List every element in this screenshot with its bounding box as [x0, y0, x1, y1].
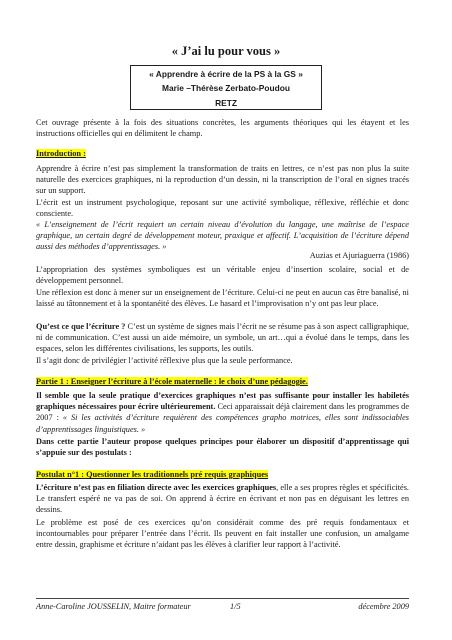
- book-publisher: RETZ: [215, 97, 237, 108]
- book-author: Marie –Thérèse Zerbato-Poudou: [162, 83, 290, 94]
- introduction-paragraph-4: Une réflexion est donc à mener sur un enseignement de l’écriture. Celui-ci ne peut en aucun cas être banalisé, ni laissé au tâtonnement et à la spontanéité des élèves. Le hasard et l’improvisation n’y ont pas leur place.: [36, 288, 409, 309]
- page-title: « J’ai lu pour vous »: [171, 44, 281, 58]
- page-footer: [36, 598, 409, 615]
- partie1-heading-text: Partie 1 : Enseigner l’écriture à l’école maternelle : le choix d’une pédagogie.: [36, 377, 308, 386]
- writing-definition-text: C’est un système de signes mais l’écrit ne se résume pas à son aspect calligraphique, ni de communication. C’est aussi un aide mémoire, un symbole, un art…qui a évolué dans le temps, dans les espaces, selon les différentes civilisations, les supports, les outils.: [36, 322, 409, 354]
- postulat1-paragraph-1-text: , elle a ses propres règles et spécificités. Le transfert espéré ne va pas de soi. On apprend à écrire en écrivant et non pas en déguisant les lettres en dessins.: [36, 483, 409, 515]
- postulat1-heading: [36, 469, 409, 480]
- postulat1-paragraph-2: Le problème est posé de ces exercices qu’on considérait comme des pré requis fondamentaux et incontournables pour préparer l’entrée dans l’écrit. Ils peuvent en fait installer une confusion, un amalgame entre dessin, graphisme et écriture n’aidant pas les élèves à clarifier leur rapport à l’activité.: [36, 518, 409, 550]
- postulat1-paragraph-1: [36, 482, 409, 516]
- partie1-paragraph-1-quote: « Si les activités d’écriture requièrent des compétences grapho motrices, elles sont indissociables d’apprentissages linguistiques. »: [36, 413, 409, 434]
- introduction-paragraph-5: Il s’agit donc de privilégier l’activité réflexive plus que la seule performance.: [36, 356, 293, 365]
- postulat1-heading-text: Postulat n°1 : Questionner les traditionnels pré requis graphiques: [36, 470, 269, 479]
- book-title: « Apprendre à écrire de la PS à la GS »: [149, 69, 303, 79]
- footer-date: décembre 2009: [358, 602, 409, 611]
- quote-source: Auzias et Ajuriaguerra (1986): [309, 251, 409, 260]
- postulat1-paragraph-1-bold: L’écriture n’est pas en filiation directe avec les exercices graphiques: [36, 483, 277, 492]
- partie1-paragraph-1-bold: Il semble que la seule pratique d’exercices graphiques n’est pas suffisante pour installer les habiletés graphiques nécessaires pour écrire ultérieurement.: [36, 391, 409, 412]
- partie1-paragraph-1: [36, 390, 409, 435]
- writing-definition-question: Qu’est ce que l’écriture ?: [36, 322, 126, 331]
- footer-page-number: 1/5: [230, 602, 241, 611]
- introduction-paragraph-1: Apprendre à écrire n’est pas simplement la transformation de traits en lettres, ce n’est pas non plus la suite naturelle des exercices graphiques, ni la reproduction d’un dessin, ni la transcription de l’oral en signes tracés sur un support.: [36, 164, 409, 196]
- introduction-heading-text: Introduction :: [36, 149, 86, 158]
- partie1-heading: [36, 376, 409, 387]
- partie1-paragraph-2: Dans cette partie l’auteur propose quelques principes pour élaborer un dispositif d’apprentissage qui s’appuie sur des postulats :: [36, 437, 409, 458]
- introduction-paragraph-3: L’appropriation des systèmes symboliques est un véritable enjeu d’insertion scolaire, social et de développement personnel.: [36, 265, 409, 286]
- writing-definition-paragraph: [36, 321, 409, 355]
- intro-paragraph: Cet ouvrage présente à la fois des situations concrètes, les arguments théoriques qui les étayent et les instructions officielles qui en délimitent le champ.: [36, 118, 409, 139]
- partie1-paragraph-1-text: Ceci apparaissait déjà clairement dans les programmes de 2007 :: [36, 402, 409, 423]
- introduction-paragraph-2: L’écrit est un instrument psychologique, reposant sur une activité symbolique, réflexive, réfléchie et donc consciente.: [36, 198, 409, 219]
- book-reference-box: [130, 65, 322, 110]
- footer-author: Anne-Caroline JOUSSELIN, Maitre formateur: [36, 602, 191, 611]
- introduction-quote: « L’enseignement de l’écrit requiert un certain niveau d’évolution du langage, une maîtrise de l’espace graphique, un certain degré de développement moteur, praxique et affectif. L’acquisition de l’écriture dépend aussi des méthodes d’apprentissages. »: [36, 220, 409, 252]
- introduction-heading: [36, 148, 86, 159]
